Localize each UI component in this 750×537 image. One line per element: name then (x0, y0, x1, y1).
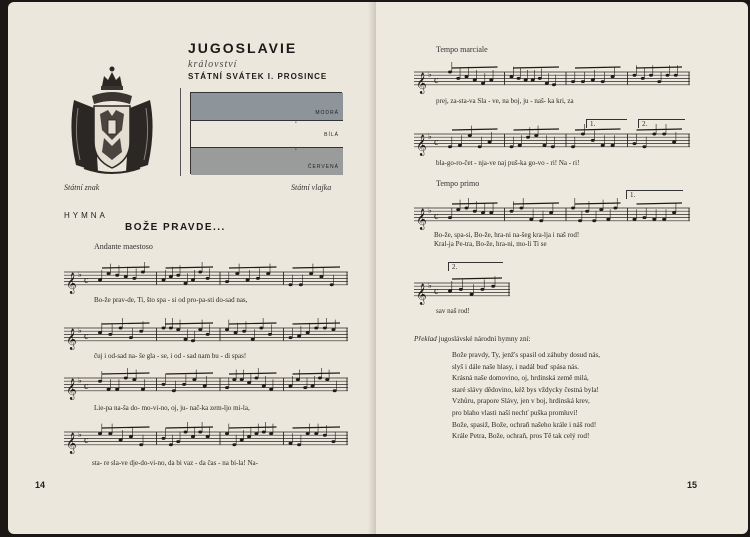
note-head (448, 71, 452, 74)
note-head (306, 331, 310, 334)
note-head (129, 336, 133, 339)
note-head (534, 134, 538, 137)
note-head (591, 139, 595, 142)
note-head (510, 210, 514, 213)
translation-line: Bože pravdy, Ty, jenž's spasil od záhuby dosud nás, (452, 351, 601, 359)
note-head (139, 443, 143, 446)
note-head (529, 218, 533, 221)
title-rule (180, 88, 181, 176)
note-head (108, 333, 112, 336)
note-head (98, 380, 102, 383)
note-head (539, 219, 543, 222)
note-head (176, 274, 180, 277)
note-head (225, 432, 229, 435)
treble-clef-icon: 𝄞 (66, 272, 77, 294)
note-beam (637, 129, 683, 130)
note-head (448, 290, 452, 293)
flat-icon: ♭ (78, 326, 82, 335)
note-head (172, 389, 176, 392)
time-signature: c (434, 74, 439, 86)
note-head (448, 216, 452, 219)
note-beam (102, 373, 150, 374)
treble-clef-icon: 𝄞 (416, 72, 427, 94)
note-head (206, 333, 210, 336)
note-head (517, 77, 521, 80)
note-head (119, 327, 123, 330)
note-head (162, 279, 166, 282)
note-head (203, 385, 207, 388)
note-head (633, 74, 637, 77)
note-head (323, 434, 327, 437)
note-head (254, 432, 258, 435)
flag-stripe-label: BÍLÁ (324, 132, 339, 138)
note-head (611, 144, 615, 147)
note-head (119, 439, 123, 442)
note-head (242, 330, 246, 333)
note-head (232, 443, 236, 446)
note-head (481, 211, 485, 214)
note-beam (102, 267, 150, 268)
note-head (162, 383, 166, 386)
flag-stripe-red (191, 147, 343, 175)
note-head (642, 216, 646, 219)
note-head (107, 272, 111, 275)
note-head (191, 435, 195, 438)
note-head (524, 79, 528, 82)
note-head (314, 327, 318, 330)
flag-stripe-white (191, 120, 343, 148)
tempo-marking: Tempo marciale (436, 45, 488, 54)
note-beam (166, 427, 214, 428)
music-staff (64, 370, 348, 400)
note-head (331, 328, 335, 331)
note-head (510, 75, 514, 78)
staff-lines (414, 72, 690, 85)
flag-caption: Státní vlajka (291, 183, 332, 192)
note-head (262, 385, 266, 388)
note-beam (452, 67, 498, 68)
note-head (206, 435, 210, 438)
time-signature: c (84, 330, 89, 342)
note-head (176, 440, 180, 443)
note-beam (575, 203, 621, 204)
note-head (330, 283, 334, 286)
note-head (456, 77, 460, 80)
flat-icon: ♭ (78, 270, 82, 279)
note-head (545, 82, 549, 85)
note-head (323, 327, 327, 330)
note-head (289, 385, 293, 388)
note-head (169, 443, 173, 446)
note-head (473, 210, 477, 213)
tempo-marking: Tempo primo (436, 179, 480, 188)
lyric-line: Bo-že, spa-si, Bo-že, hra-ni na-šeg kra-lja i naš rod! (434, 231, 580, 239)
translation-line: pro blaho vlasti naší nechť puška promluví! (452, 408, 578, 417)
note-head (578, 219, 582, 222)
flag-stripe-label: MODRÁ (315, 110, 339, 116)
note-head (141, 388, 145, 391)
tempo-marking: Andante maestoso (94, 242, 153, 251)
note-head (251, 338, 255, 341)
note-head (198, 431, 202, 434)
treble-clef-icon: 𝄞 (416, 134, 427, 156)
note-beam (102, 427, 150, 428)
note-beam (229, 427, 277, 428)
treble-clef-icon: 𝄞 (66, 432, 77, 454)
translation-line: Krále Petra, Bože, ochraň, pros Tě tak celý rod! (452, 432, 590, 441)
state-form: království (188, 59, 238, 70)
left-page (8, 2, 380, 534)
translation-line: Vzhůru, prapore Slávy, jen v boj, hrdinská krev, (452, 397, 590, 406)
note-head (141, 271, 145, 274)
note-beam (229, 267, 277, 268)
note-head (325, 378, 329, 381)
note-head (303, 386, 307, 389)
note-head (488, 141, 492, 144)
note-head (480, 288, 484, 291)
note-head (613, 207, 617, 210)
note-head (491, 285, 495, 288)
note-head (649, 74, 653, 77)
flag-stripe-blue (191, 93, 343, 120)
note-head (306, 432, 310, 435)
note-head (318, 377, 322, 380)
note-head (549, 211, 553, 214)
music-staff (414, 64, 690, 94)
note-beam (452, 203, 498, 204)
time-signature: c (434, 210, 439, 222)
note-beam (293, 427, 341, 428)
note-beam (293, 267, 341, 268)
country-title: JUGOSLAVIE (188, 40, 298, 56)
staff-lines (64, 432, 348, 445)
note-head (581, 133, 585, 136)
treble-clef-icon: 𝄞 (416, 208, 427, 230)
note-head (225, 386, 229, 389)
note-head (641, 77, 645, 80)
music-staff (64, 320, 348, 350)
music-staff (414, 200, 690, 230)
note-head (456, 208, 460, 211)
note-head (162, 327, 166, 330)
music-staff (414, 126, 690, 156)
anthem-title: BOŽE PRAVDE... (125, 222, 226, 233)
volta-bracket (626, 190, 683, 199)
note-head (489, 79, 493, 82)
note-head (184, 282, 188, 285)
note-head (666, 74, 670, 77)
note-head (309, 272, 313, 275)
note-head (191, 279, 195, 282)
time-signature: c (434, 285, 439, 297)
note-head (192, 378, 196, 381)
note-head (662, 218, 666, 221)
note-head (465, 75, 469, 78)
note-head (473, 79, 477, 82)
note-head (124, 275, 128, 278)
note-head (176, 328, 180, 331)
flat-icon: ♭ (428, 206, 432, 215)
lyric-line: Kral-ja Pe-tra, Bo-že, hra-ni, mo-li Ti se (434, 240, 547, 248)
note-head (478, 145, 482, 148)
volta-bracket (638, 119, 685, 128)
note-head (268, 333, 272, 336)
note-head (657, 80, 661, 83)
translation-text (452, 350, 600, 443)
note-head (585, 210, 589, 213)
note-head (642, 145, 646, 148)
lyric-line: sav naš rod! (436, 307, 470, 315)
note-head (674, 74, 678, 77)
note-head (601, 144, 605, 147)
note-head (98, 432, 102, 435)
note-beam (229, 323, 277, 324)
note-head (269, 432, 273, 435)
note-head (262, 431, 266, 434)
national-holiday: STÁTNÍ SVÁTEK I. PROSINCE (188, 72, 328, 81)
note-head (510, 145, 514, 148)
note-head (234, 331, 238, 334)
note-beam (575, 67, 621, 68)
note-head (297, 335, 301, 338)
treble-clef-icon: 𝄞 (416, 283, 427, 305)
note-head (240, 378, 244, 381)
note-head (519, 207, 523, 210)
note-beam (637, 203, 683, 204)
note-head (606, 218, 610, 221)
note-head (551, 145, 555, 148)
note-head (132, 378, 136, 381)
page-number: 15 (687, 480, 698, 490)
note-head (232, 378, 236, 381)
translation-line: Krásná naše domovino, oj, hrdinská země milá, (452, 374, 589, 383)
lyric-line: Lie-pa na-ša do- mo-vi-no, oj, ju- nač-ka zem-ljo mi-la, (94, 404, 250, 412)
volta-bracket (448, 262, 503, 271)
note-head (289, 283, 293, 286)
note-head (672, 211, 676, 214)
translation-label-italic: Překlad (414, 335, 437, 343)
note-head (198, 271, 202, 274)
note-head (571, 80, 575, 83)
note-head (459, 288, 463, 291)
note-head (526, 136, 530, 139)
note-head (182, 383, 186, 386)
note-beam (166, 373, 214, 374)
flat-icon: ♭ (78, 376, 82, 385)
lyric-line: bla-go-ro-čet - nja-ve naj puš-ka go-vo - ri! Na - ri! (436, 159, 580, 167)
note-head (672, 141, 676, 144)
note-head (531, 79, 535, 82)
flat-icon: ♭ (428, 281, 432, 290)
note-head (240, 439, 244, 442)
note-head (225, 328, 229, 331)
flag-dot: • (295, 121, 297, 126)
note-beam (293, 323, 341, 324)
note-head (571, 145, 575, 148)
note-head (652, 133, 656, 136)
note-beam (452, 278, 502, 279)
note-head (296, 378, 300, 381)
note-head (319, 275, 323, 278)
note-head (259, 327, 263, 330)
anthem-heading: HYMNA (64, 211, 108, 220)
note-head (115, 274, 119, 277)
note-beam (452, 129, 498, 130)
note-head (269, 388, 273, 391)
note-head (489, 211, 493, 214)
flag-stripe-label: ČERVENÁ (307, 164, 339, 170)
note-head (162, 437, 166, 440)
time-signature: c (84, 434, 89, 446)
translation-label (414, 335, 531, 343)
note-head (169, 275, 173, 278)
note-head (299, 283, 303, 286)
translation-label-text: jugoslávské národní hymny zní: (436, 335, 531, 343)
note-head (235, 272, 239, 275)
treble-clef-icon: 𝄞 (66, 328, 77, 350)
note-head (198, 328, 202, 331)
treble-clef-icon: 𝄞 (66, 378, 77, 400)
note-head (314, 432, 318, 435)
translation-line: Bože, spasiž, Bože, ochraň našeho krále i náš rod! (452, 420, 597, 429)
translation-line: staré slávy dědovino, kéž bys vždycky čestná byla! (452, 385, 599, 394)
volta-bracket (586, 119, 627, 128)
note-beam (102, 323, 150, 324)
note-head (184, 431, 188, 434)
lyric-line: sta- re sla-ve dje-do-vi-no, da bi vaz - da čas - na bi-la! Na- (92, 459, 258, 467)
right-page (376, 2, 748, 534)
note-beam (575, 129, 621, 130)
note-head (115, 388, 119, 391)
coat-of-arms-caption: Státní znak (64, 183, 100, 192)
note-head (169, 327, 173, 330)
note-head (448, 145, 452, 148)
time-signature: c (434, 136, 439, 148)
lyric-line: Bo-že prav-de, Ti, što spa - si od pro-pa-sti do-sad nas, (94, 296, 248, 304)
lyric-line: prej, za-sta-va Sla - ve, na boj, ju - naš- ka kri, za (436, 97, 574, 105)
note-head (206, 277, 210, 280)
volta-label: 2. (452, 263, 458, 271)
note-head (124, 377, 128, 380)
note-head (601, 80, 605, 83)
time-signature: c (84, 380, 89, 392)
note-head (132, 277, 136, 280)
note-head (633, 218, 637, 221)
note-head (246, 279, 250, 282)
note-beam (637, 67, 683, 68)
note-head (225, 280, 229, 283)
note-head (247, 381, 251, 384)
note-head (139, 330, 143, 333)
flat-icon: ♭ (78, 430, 82, 439)
note-head (333, 389, 337, 392)
note-head (465, 207, 469, 210)
note-head (98, 331, 102, 334)
note-head (129, 435, 133, 438)
volta-label: 1. (590, 120, 596, 128)
coat-of-arms (64, 60, 160, 180)
staff-lines (414, 134, 690, 147)
note-head (662, 133, 666, 136)
note-beam (514, 203, 560, 204)
note-head (599, 208, 603, 211)
page-number: 14 (35, 480, 46, 490)
note-head (289, 442, 293, 445)
coat-of-arms-icon (64, 60, 160, 180)
volta-label: 1. (630, 191, 636, 199)
note-beam (514, 129, 560, 130)
note-head (266, 272, 270, 275)
lyric-line: čuj i od-sad na- še gla - se, i od - sad nam bu - di spas! (94, 352, 247, 360)
volta-label: 2. (642, 120, 648, 128)
note-head (552, 83, 556, 86)
note-head (518, 144, 522, 147)
note-head (247, 435, 251, 438)
note-head (538, 77, 542, 80)
note-head (107, 388, 111, 391)
note-head (184, 338, 188, 341)
note-head (98, 279, 102, 282)
note-beam (514, 67, 560, 68)
note-head (571, 207, 575, 210)
note-head (468, 134, 472, 137)
note-head (331, 440, 335, 443)
note-head (289, 336, 293, 339)
note-head (254, 377, 258, 380)
music-staff (64, 264, 348, 294)
note-head (297, 443, 301, 446)
note-head (481, 82, 485, 85)
note-head (108, 432, 112, 435)
note-head (591, 79, 595, 82)
note-head (633, 142, 637, 145)
flag-dot: • (295, 148, 297, 153)
note-head (611, 75, 615, 78)
flag (190, 92, 342, 174)
translation-line: slyš i dále naše hlasy, i nadál buď spása nás. (452, 362, 579, 371)
flat-icon: ♭ (428, 132, 432, 141)
music-staff (64, 424, 348, 454)
time-signature: c (84, 274, 89, 286)
note-head (256, 277, 260, 280)
note-head (652, 218, 656, 221)
note-head (543, 144, 547, 147)
note-head (191, 339, 195, 342)
note-head (592, 219, 596, 222)
note-head (458, 144, 462, 147)
staff-lines (414, 208, 690, 221)
music-staff (414, 275, 510, 305)
flat-icon: ♭ (428, 70, 432, 79)
note-head (470, 293, 474, 296)
note-head (581, 80, 585, 83)
note-head (311, 385, 315, 388)
